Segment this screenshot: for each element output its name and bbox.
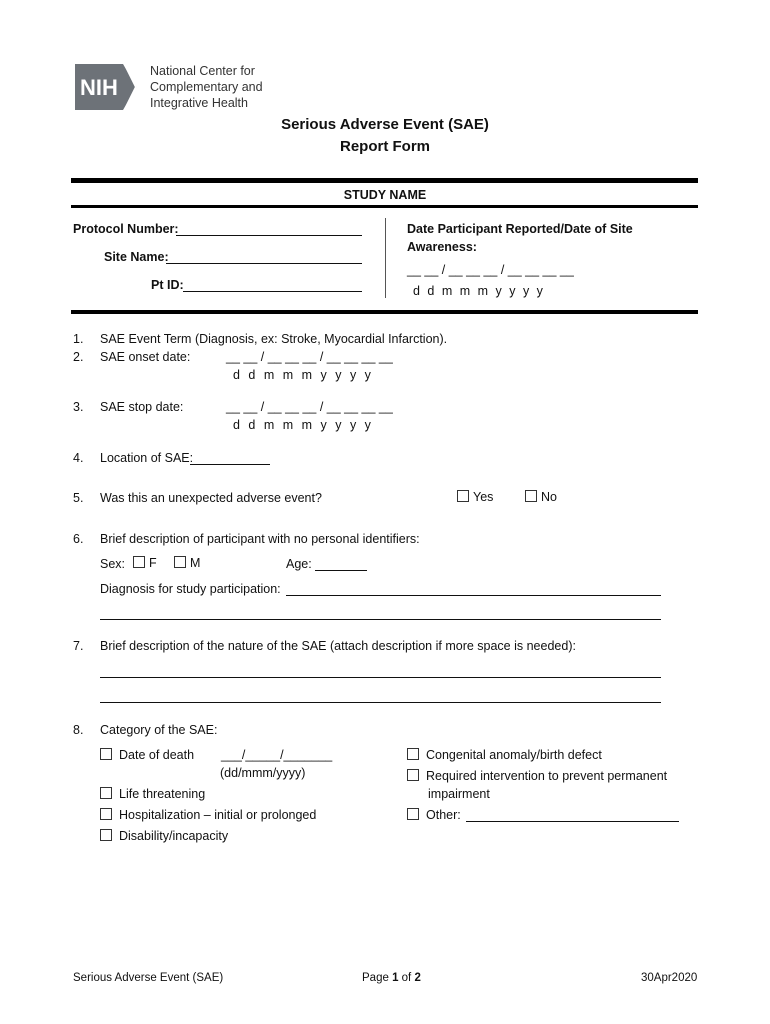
footer-page-current: 1: [392, 972, 399, 984]
death-date-format: (dd/mmm/yyyy): [220, 766, 306, 780]
category-other[interactable]: [407, 808, 461, 822]
site-name-label: Site Name:: [104, 250, 169, 264]
checkbox-icon[interactable]: [100, 748, 112, 760]
q7-number: 7.: [73, 639, 84, 653]
q6-text: Brief description of participant with no personal identifiers:: [100, 532, 420, 546]
svg-text:NIH: NIH: [80, 75, 118, 100]
footer-page: [362, 972, 421, 984]
category-life-label: Life threatening: [119, 787, 206, 801]
q7-text: Brief description of the nature of the SAE (attach description if more space is needed):: [100, 639, 576, 653]
date-reported-label-1: Date Participant Reported/Date of Site: [407, 222, 633, 236]
checkbox-icon[interactable]: [100, 808, 112, 820]
q1-number: 1.: [73, 332, 84, 346]
logo-line-2: Complementary and: [150, 80, 263, 94]
sex-f-label: F: [149, 556, 157, 570]
stop-date-field[interactable]: __ __ / __ __ __ / __ __ __ __: [226, 400, 393, 414]
category-required-label-2: impairment: [428, 787, 490, 801]
category-congenital-label: Congenital anomaly/birth defect: [426, 748, 602, 762]
protocol-number-field[interactable]: [176, 235, 362, 236]
footer-page-prefix: Page: [362, 972, 393, 984]
diagnosis-field[interactable]: [286, 595, 661, 596]
sex-label: Sex:: [100, 557, 126, 571]
protocol-number-label: Protocol Number:: [73, 222, 179, 236]
logo-line-3: Integrative Health: [150, 96, 248, 110]
checkbox-icon[interactable]: [407, 748, 419, 760]
stop-date-legend: d d m m m y y y y: [233, 418, 371, 432]
checkbox-icon[interactable]: [407, 808, 419, 820]
diagnosis-label: Diagnosis for study participation:: [100, 582, 281, 596]
footer-page-total: 2: [414, 972, 421, 984]
date-reported-legend: d d m m m y y y y: [413, 284, 543, 298]
category-other-label: Other:: [426, 808, 461, 822]
top-rule: [71, 178, 698, 183]
site-name-field[interactable]: [166, 263, 362, 264]
footer-date: 30Apr2020: [641, 972, 698, 984]
q3-text: SAE stop date:: [100, 400, 184, 414]
category-hospitalization[interactable]: [100, 808, 316, 822]
pt-id-label: Pt ID:: [151, 278, 184, 292]
nih-logo-mark: [75, 64, 137, 110]
onset-date-field[interactable]: __ __ / __ __ __ / __ __ __ __: [226, 350, 393, 364]
logo-text: [150, 63, 263, 111]
q4-text: Location of SAE:: [100, 451, 194, 465]
q2-text: SAE onset date:: [100, 350, 191, 364]
age-label: Age:: [286, 557, 312, 571]
sex-m-option[interactable]: [174, 556, 200, 570]
sex-f-option[interactable]: [133, 556, 157, 570]
logo-line-1: National Center for: [150, 64, 255, 78]
nih-logo: [75, 64, 135, 110]
death-date-field[interactable]: ___/_____/_______: [221, 748, 333, 762]
footer-title: Serious Adverse Event (SAE): [73, 972, 224, 984]
q5-yes-label: Yes: [473, 490, 494, 504]
checkbox-icon[interactable]: [407, 769, 419, 781]
category-hosp-label: Hospitalization – initial or prolonged: [119, 808, 317, 822]
category-death-label: Date of death: [119, 748, 195, 762]
date-reported-field[interactable]: __ __ / __ __ __ / __ __ __ __: [407, 263, 574, 277]
checkbox-icon[interactable]: [525, 490, 537, 502]
nature-field-line-2[interactable]: [100, 702, 661, 703]
study-name: STUDY NAME: [343, 188, 427, 202]
category-required-label: Required intervention to prevent permanent: [426, 769, 668, 783]
q5-text: Was this an unexpected adverse event?: [100, 491, 322, 505]
checkbox-icon[interactable]: [133, 556, 145, 568]
category-death[interactable]: [100, 748, 194, 762]
other-field[interactable]: [466, 821, 679, 822]
header-bottom-rule: [71, 310, 698, 314]
category-disability[interactable]: [100, 829, 228, 843]
location-field[interactable]: [190, 464, 270, 465]
q2-number: 2.: [73, 350, 84, 364]
checkbox-icon[interactable]: [100, 829, 112, 841]
q5-yes-option[interactable]: [457, 490, 493, 504]
nature-field-line-1[interactable]: [100, 677, 661, 678]
pt-id-field[interactable]: [183, 291, 362, 292]
checkbox-icon[interactable]: [457, 490, 469, 502]
age-field[interactable]: [315, 570, 367, 571]
study-name-rule: [71, 205, 698, 208]
checkbox-icon[interactable]: [174, 556, 186, 568]
header-divider: [385, 218, 386, 298]
diagnosis-field-line-2[interactable]: [100, 619, 661, 620]
q6-number: 6.: [73, 532, 84, 546]
category-disability-label: Disability/incapacity: [119, 829, 229, 843]
q4-number: 4.: [73, 451, 84, 465]
sex-m-label: M: [190, 556, 201, 570]
onset-date-legend: d d m m m y y y y: [233, 368, 371, 382]
category-life-threatening[interactable]: [100, 787, 205, 801]
date-reported-label-2: Awareness:: [407, 240, 477, 254]
q5-no-label: No: [541, 490, 557, 504]
checkbox-icon[interactable]: [100, 787, 112, 799]
category-required-intervention[interactable]: [407, 769, 667, 783]
q3-number: 3.: [73, 400, 84, 414]
category-congenital[interactable]: [407, 748, 602, 762]
footer-page-of: of: [398, 972, 415, 984]
form-title: Serious Adverse Event (SAE): [281, 116, 489, 133]
form-subtitle: Report Form: [340, 138, 430, 155]
q5-no-option[interactable]: [525, 490, 557, 504]
q5-number: 5.: [73, 491, 84, 505]
q8-number: 8.: [73, 723, 84, 737]
q8-text: Category of the SAE:: [100, 723, 218, 737]
q1-text: SAE Event Term (Diagnosis, ex: Stroke, Myocardial Infarction).: [100, 332, 448, 346]
